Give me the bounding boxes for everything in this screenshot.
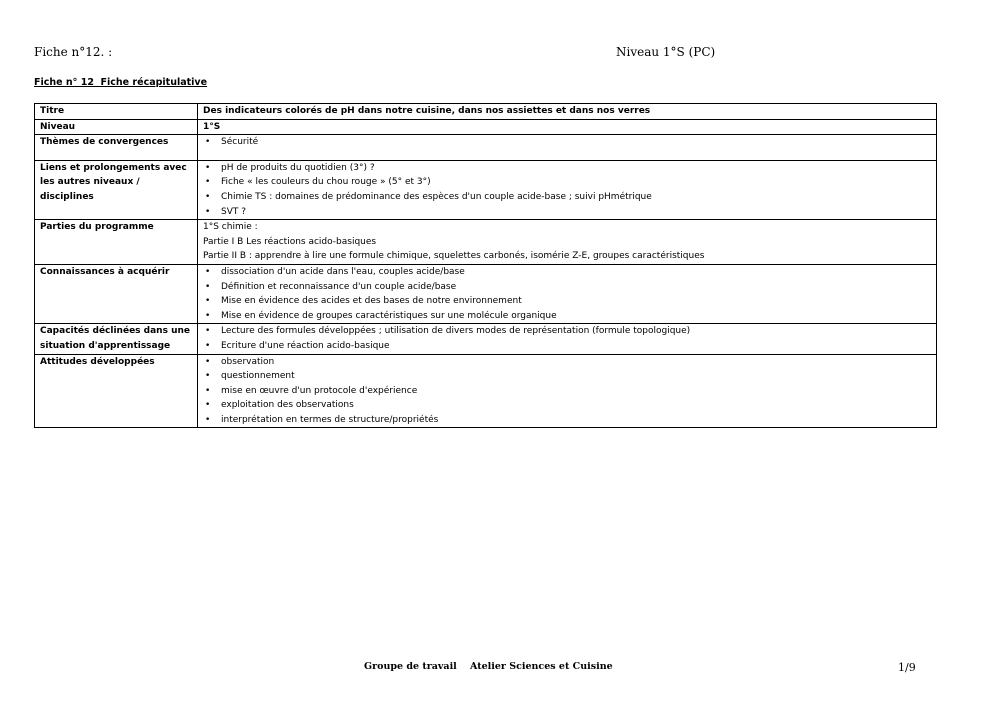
text-line: 1°S chimie : <box>203 222 258 233</box>
table-row-liens <box>35 160 937 219</box>
text-line: Partie II B : apprendre à lire une formule chimique, squelettes carbonés, isomérie Z-E, groupes caractéristiques <box>203 251 705 262</box>
label-line: Capacités déclinées dans une <box>40 326 190 337</box>
value-attitudes <box>198 354 937 428</box>
footer-group: Groupe de travail Atelier Sciences et Cuisine <box>364 661 613 672</box>
list-item: • mise en œuvre d'un protocole d'expérience <box>203 384 931 399</box>
connaissances-list <box>203 265 931 323</box>
value-capacites <box>198 324 937 354</box>
page-number: 1/9 <box>898 661 916 674</box>
value-connaissances <box>198 264 937 323</box>
table-row-titre <box>35 104 937 120</box>
list-item: • dissociation d'un acide dans l'eau, couples acide/base <box>203 265 931 280</box>
label-line: disciplines <box>40 191 94 202</box>
value-liens <box>198 160 937 219</box>
label-parties: Parties du programme <box>35 220 198 265</box>
label-liens <box>35 160 198 219</box>
list-item: • pH de produits du quotidien (3°) ? <box>203 161 931 176</box>
list-item: • Mise en évidence des acides et des bases de notre environnement <box>203 294 931 309</box>
table-row-attitudes <box>35 354 937 428</box>
list-item: • observation <box>203 355 931 370</box>
value-niveau: 1°S <box>198 119 937 135</box>
list-item: • questionnement <box>203 369 931 384</box>
label-niveau: Niveau <box>35 119 198 135</box>
label-connaissances: Connaissances à acquérir <box>35 264 198 323</box>
list-item: • Sécurité <box>203 135 931 150</box>
table-row-parties <box>35 220 937 265</box>
value-titre: Des indicateurs colorés de pH dans notre cuisine, dans nos assiettes et dans nos verres <box>198 104 937 120</box>
header-sheet-number: Fiche n°12. : <box>34 45 113 59</box>
label-titre: Titre <box>35 104 198 120</box>
themes-list <box>203 135 931 150</box>
label-capacites <box>35 324 198 354</box>
list-item: • SVT ? <box>203 205 931 220</box>
text-line: Partie I B Les réactions acido-basiques <box>203 236 377 247</box>
header-level: Niveau 1°S (PC) <box>616 45 716 59</box>
value-themes <box>198 135 937 161</box>
label-line: situation d'apprentissage <box>40 340 171 351</box>
sheet-title: Fiche n° 12 Fiche récapitulative <box>34 77 208 88</box>
list-item: • Fiche « les couleurs du chou rouge » (5° et 3°) <box>203 175 931 190</box>
label-attitudes: Attitudes développées <box>35 354 198 428</box>
list-item: • Ecriture d'une réaction acido-basique <box>203 339 931 354</box>
recap-table <box>34 103 937 428</box>
table-row-connaissances <box>35 264 937 323</box>
list-item: • Mise en évidence de groupes caractéristiques sur une molécule organique <box>203 309 931 324</box>
table-row-capacites <box>35 324 937 354</box>
list-item: • Définition et reconnaissance d'un couple acide/base <box>203 280 931 295</box>
table-row-themes <box>35 135 937 161</box>
label-line: Liens et prolongements avec <box>40 162 187 173</box>
table-row-niveau <box>35 119 937 135</box>
value-parties <box>198 220 937 265</box>
list-item: • Chimie TS : domaines de prédominance des espèces d'un couple acide-base ; suivi pHmétrique <box>203 190 931 205</box>
list-item: • interprétation en termes de structure/propriétés <box>203 413 931 428</box>
list-item: • Lecture des formules développées ; utilisation de divers modes de représentation (formule topologique) <box>203 324 931 339</box>
attitudes-list <box>203 355 931 428</box>
label-themes: Thèmes de convergences <box>35 135 198 161</box>
liens-list <box>203 161 931 219</box>
capacites-list <box>203 324 931 353</box>
list-item: • exploitation des observations <box>203 398 931 413</box>
label-line: les autres niveaux / <box>40 177 140 188</box>
